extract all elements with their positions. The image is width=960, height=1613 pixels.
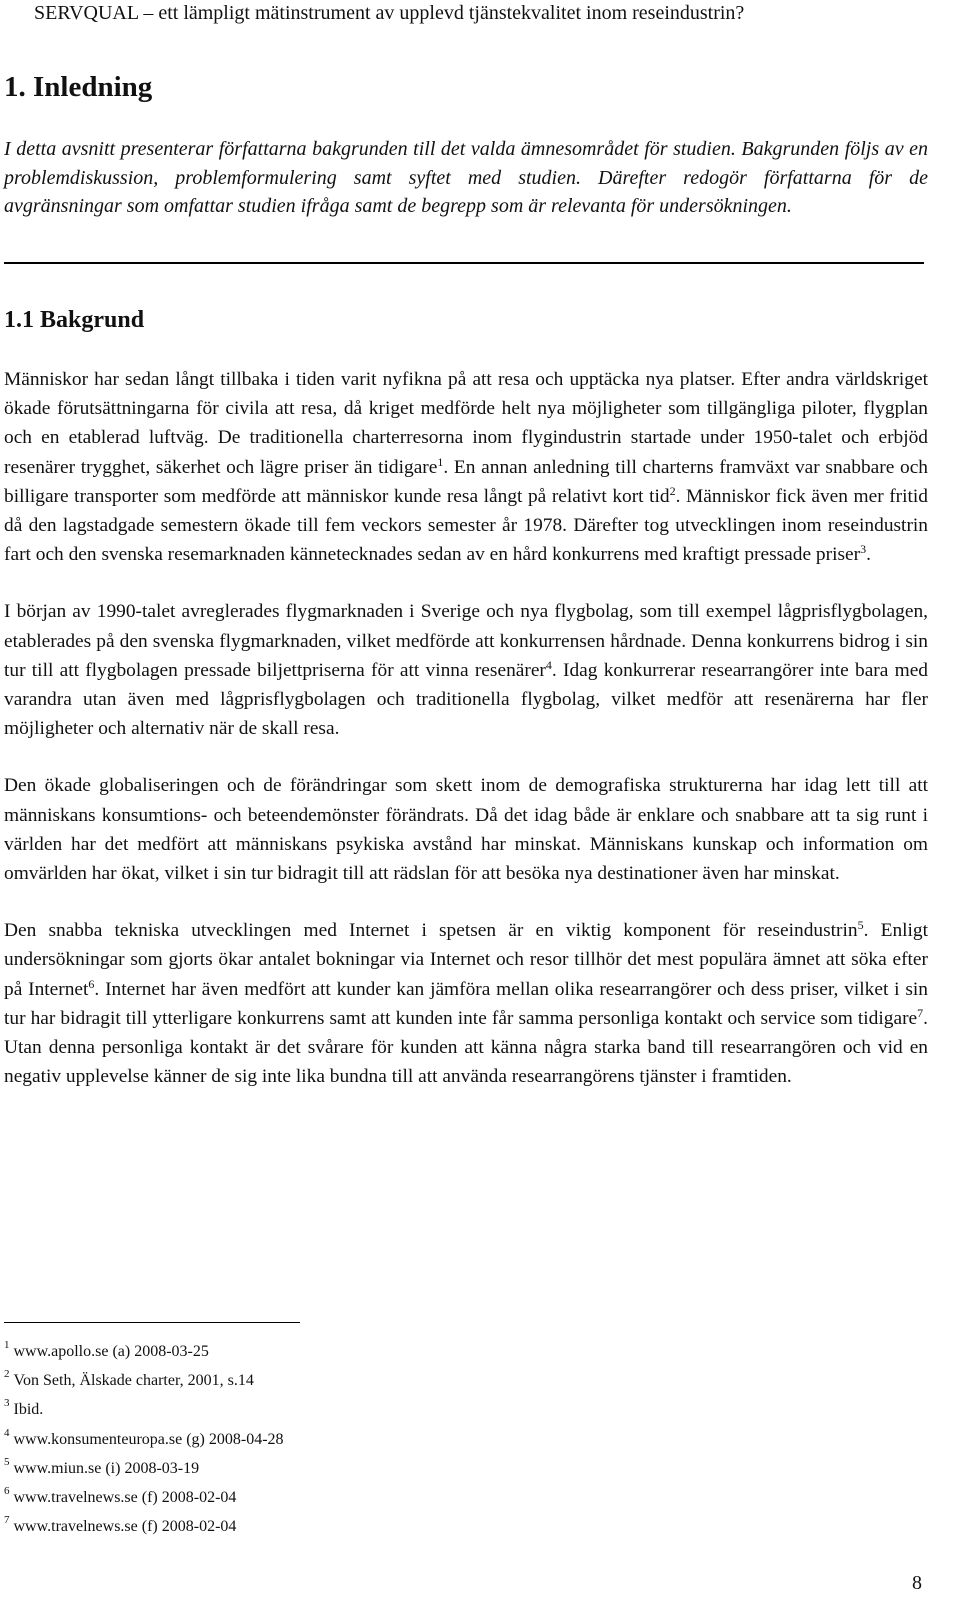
footnote-number: 2 (4, 1368, 10, 1381)
paragraph-text: . (866, 544, 871, 566)
footnote-separator (4, 1322, 300, 1323)
document-page (4, 0, 928, 1613)
footnote-ref-6[interactable]: 6 (88, 976, 95, 991)
footnote-text: Von Seth, Älskade charter, 2001, s.14 (13, 1372, 254, 1390)
footnote-text: www.travelnews.se (f) 2008-02-04 (13, 1489, 237, 1507)
footnote-item (4, 1422, 604, 1451)
paragraph-3: Den ökade globaliseringen och de förändringar som skett inom de demografiska strukturerna har idag lett till att människans konsumtions- och beteendemönster förändrats. Då det idag både är enklare och snabbare att ta sig runt i världen har det medfört att människans psykiska avstånd har minskat. Människans kunskap och information om omvärlden har ökat, vilket i sin tur bidragit till att rädslan för att besöka nya destinationer även har minskat. (4, 775, 928, 885)
paragraph-text: Den snabba tekniska utvecklingen med Internet i spetsen är en viktig komponent för reseindustrin (4, 920, 858, 942)
paragraph-text: . Internet har även medfört att kunder kan jämföra mellan olika researrangörer och dess priser, vilket i sin tur har bidragit till ytterligare konkurrens samt att kunden inte får samma personliga kontakt och service som tidigare (4, 978, 928, 1029)
footnote-list (4, 1334, 604, 1538)
footnote-item (4, 1392, 604, 1421)
footnote-ref-4[interactable]: 4 (545, 657, 552, 672)
footnote-item (4, 1363, 604, 1392)
running-header: SERVQUAL – ett lämpligt mätinstrument av upplevd tjänstekvalitet inom reseindustrin? (34, 2, 745, 24)
section-heading-inledning: 1. Inledning (4, 71, 153, 103)
footnote-item (4, 1480, 604, 1509)
paragraph-text: . Enligt undersökningar som gjorts ökar antalet bokningar via Internet och resor tillhör det mest populära ämnet att söka efter på Internet (4, 920, 928, 1000)
footnote-number: 7 (4, 1514, 10, 1527)
subsection-heading-bakgrund: 1.1 Bakgrund (4, 307, 145, 333)
footnote-ref-1[interactable]: 1 (437, 454, 444, 469)
paragraph-text: Människor har sedan långt tillbaka i tiden varit nyfikna på att resa och upptäcka nya platser. Efter andra världskriget ökade förutsättningarna för civila att resa, då kriget medförde helt nya möjligheter som tillgängliga piloter, flygplan och en etablerad luftväg. De traditionella charterresorna inom flygindustrin startade under 1950-talet och erbjöd resenärer trygghet, säkerhet och lägre priser än tidigare (4, 369, 928, 478)
footnote-ref-2[interactable]: 2 (669, 483, 676, 498)
footnote-number: 4 (4, 1426, 10, 1439)
body-text (4, 365, 928, 1119)
paragraph-text: . Idag konkurrerar researrangörer inte bara med varandra utan även med lågprisflygbolagen och traditionella flygbolag, vilket medför att resenärerna har fler möjligheter och alternativ när de skall resa. (4, 659, 929, 740)
footnote-text: Ibid. (13, 1401, 44, 1419)
paragraph-1 (4, 365, 928, 569)
page-number: 8 (912, 1572, 922, 1594)
footnote-text: www.apollo.se (a) 2008-03-25 (13, 1343, 209, 1360)
footnote-number: 6 (4, 1485, 10, 1498)
paragraph-text: . Utan denna personliga kontakt är det svårare för kunden att känna några starka band till researrangören och vid en negativ upplevelse känner de sig inte lika bundna till att använda researrangörens tjänster i framtiden. (4, 1007, 928, 1088)
footnote-number: 3 (4, 1397, 10, 1410)
paragraph-2 (4, 597, 928, 743)
footnote-number: 5 (4, 1455, 10, 1468)
section-intro: I detta avsnitt presenterar författarna bakgrunden till det valda ämnesområdet för studien. Bakgrunden följs av en problemdiskussion, problemformulering samt syftet med studien. Därefter redogör författarna för de avgränsningar som omfattar studien ifråga samt de begrepp som är relevanta för undersökningen. (4, 138, 928, 217)
footnote-ref-3[interactable]: 3 (860, 542, 867, 557)
footnote-item (4, 1334, 604, 1363)
paragraph-text: . En annan anledning till charterns framväxt var snabbare och billigare transporter som medförde att människor kunde resa långt på relativt kort tid (4, 456, 928, 507)
footnote-number: 1 (4, 1339, 10, 1351)
paragraph-text: I början av 1990-talet avreglerades flygmarknaden i Sverige och nya flygbolag, som till exempel lågprisflygbolagen, etablerades på den svenska flygmarknaden, vilket medförde att konkurrensen hårdnade. Denna konkurrens bidrog i sin tur till att flygbolagen pressade biljettpriserna för att vinna resenärer (4, 601, 928, 681)
footnote-item (4, 1451, 604, 1480)
footnote-item (4, 1509, 604, 1538)
footnote-text: www.miun.se (i) 2008-03-19 (13, 1459, 200, 1477)
footnote-ref-5[interactable]: 5 (857, 918, 864, 933)
section-divider (4, 262, 924, 264)
paragraph-4 (4, 916, 928, 1091)
paragraph-text: . Människor fick även mer fritid då den lagstadgade semestern ökade till fem veckors semester år 1978. Därefter tog utvecklingen inom reseindustrin fart och den svenska resemarknaden kännetecknades sedan av en hård konkurrens med kraftigt pressade priser (4, 485, 928, 566)
footnote-text: www.konsumenteuropa.se (g) 2008-04-28 (13, 1430, 284, 1448)
footnote-text: www.travelnews.se (f) 2008-02-04 (13, 1518, 237, 1536)
footnote-ref-7[interactable]: 7 (917, 1005, 924, 1020)
